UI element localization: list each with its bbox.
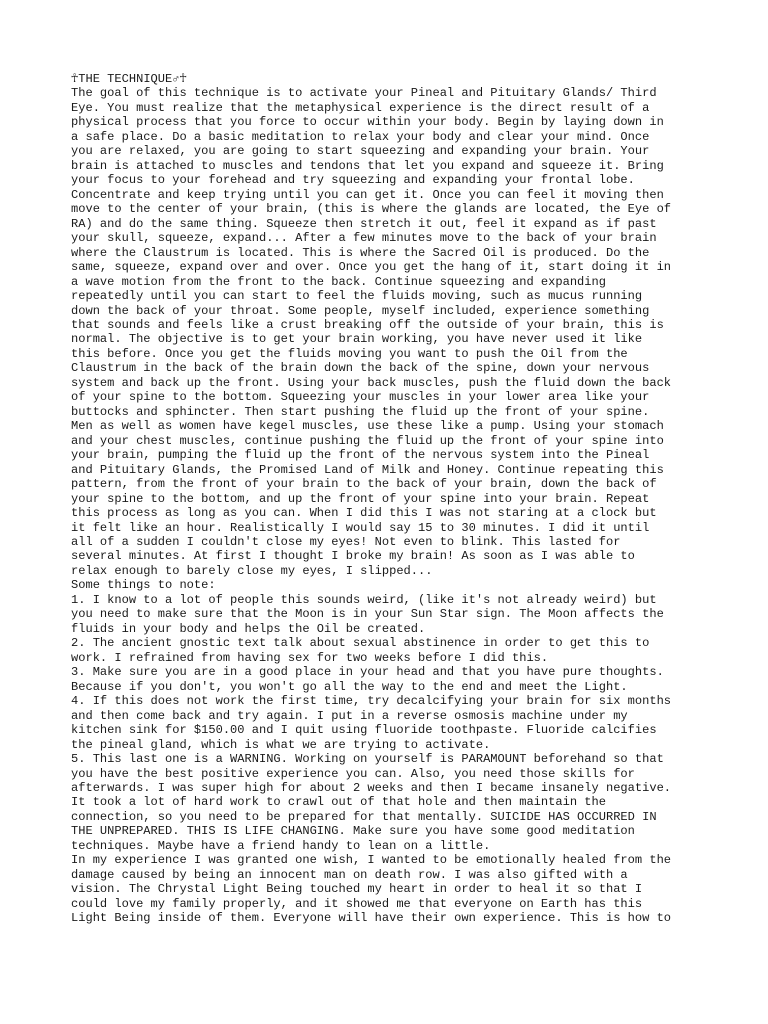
text-line: it felt like an hour. Realistically I would say 15 to 30 minutes. I did it until bbox=[71, 520, 650, 535]
text-line: 3. Make sure you are in a good place in your head and that you have pure thoughts. bbox=[71, 665, 664, 680]
text-line: a wave motion from the front to the back. Continue squeezing and expanding bbox=[71, 274, 606, 289]
text-line: pattern, from the front of your brain to the back of your brain, down the back of bbox=[71, 477, 657, 492]
text-line: Because if you don't, you won't go all the way to the end and meet the Light. bbox=[71, 679, 628, 694]
text-line: RA) and do the same thing. Squeeze then stretch it out, feel it expand as if past bbox=[71, 216, 657, 231]
text-line: all of a sudden I couldn't close my eyes! Not even to blink. This lasted for bbox=[71, 535, 621, 549]
text-line: this before. Once you get the fluids moving you want to push the Oil from the bbox=[71, 346, 628, 361]
text-line: work. I refrained from having sex for two weeks before I did this. bbox=[71, 650, 549, 665]
text-line: repeatedly until you can start to feel the fluids moving, such as mucus running bbox=[71, 289, 643, 304]
text-line: In my experience I was granted one wish, I wanted to be emotionally healed from the bbox=[71, 853, 672, 868]
text-line: afterwards. I was super high for about 2 weeks and then I became insanely negative. bbox=[71, 780, 672, 795]
text-line: where the Claustrum is located. This is where the Sacred Oil is produced. Do the bbox=[71, 245, 650, 260]
text-line: 4. If this does not work the first time, try decalcifying your brain for six months bbox=[71, 694, 672, 709]
text-line: damage caused by being an innocent man on death row. I was also gifted with a bbox=[71, 867, 628, 882]
text-line: Claustrum in the back of the brain down the back of the spine, down your nervous bbox=[71, 361, 650, 376]
text-line: this process as long as you can. When I did this I was not staring at a clock but bbox=[71, 506, 657, 521]
text-line: your spine to the bottom, and up the front of your spine into your brain. Repeat bbox=[71, 491, 650, 506]
text-line: The goal of this technique is to activate your Pineal and Pituitary Glands/ Third bbox=[71, 86, 657, 101]
text-line: Eye. You must realize that the metaphysical experience is the direct result of a bbox=[71, 100, 650, 115]
text-line: connection, so you need to be prepared for that mentally. SUICIDE HAS OCCURRED IN bbox=[71, 809, 657, 824]
text-line: same, squeeze, expand over and over. Once you get the hang of it, start doing it in bbox=[71, 260, 672, 275]
text-line: move to the center of your brain, (this is where the glands are located, the Eye of bbox=[71, 202, 672, 217]
text-line: relax enough to barely close my eyes, I slipped... bbox=[71, 563, 433, 578]
text-line: It took a lot of hard work to crawl out of that hole and then maintain the bbox=[71, 795, 606, 810]
text-line: THE UNPREPARED. THIS IS LIFE CHANGING. Make sure you have some good meditation bbox=[71, 824, 635, 839]
text-line: you need to make sure that the Moon is in your Sun Star sign. The Moon affects the bbox=[71, 607, 664, 622]
text-line: Concentrate and keep trying until you can get it. Once you can feel it moving then bbox=[71, 187, 664, 202]
text-line: techniques. Maybe have a friend handy to lean on a little. bbox=[71, 838, 491, 853]
text-line: fluids in your body and helps the Oil be created. bbox=[71, 621, 426, 636]
text-line: you have the best positive experience you can. Also, you need those skills for bbox=[71, 766, 635, 781]
text-line: a safe place. Do a basic meditation to relax your body and clear your mind. Once bbox=[71, 129, 650, 144]
text-line: and Pituitary Glands, the Promised Land of Milk and Honey. Continue repeating this bbox=[71, 462, 664, 477]
text-line: 2. The ancient gnostic text talk about sexual abstinence in order to get this to bbox=[71, 636, 650, 651]
text-line: system and back up the front. Using your back muscles, push the fluid down the back bbox=[71, 375, 672, 390]
text-line: could love my family properly, and it showed me that everyone on Earth has this bbox=[71, 896, 643, 911]
text-line: several minutes. At first I thought I broke my brain! As soon as I was able to bbox=[71, 549, 635, 564]
text-line: Light Being inside of them. Everyone will have their own experience. This is how to bbox=[71, 911, 672, 926]
text-line: Men as well as women have kegel muscles, use these like a pump. Using your stomach bbox=[71, 419, 664, 434]
section-heading: ☥THE TECHNIQUE♂☥ bbox=[71, 72, 187, 86]
text-line: your focus to your forehead and try squeezing and expanding your frontal lobe. bbox=[71, 173, 635, 188]
text-line: 1. I know to a lot of people this sounds weird, (like it's not already weird) but bbox=[71, 592, 657, 607]
text-line: vision. The Chrystal Light Being touched my heart in order to heal it so that I bbox=[71, 882, 643, 897]
document-page bbox=[71, 72, 711, 926]
text-line: down the back of your throat. Some people, myself included, experience something bbox=[71, 303, 650, 318]
text-line: kitchen sink for $150.00 and I quit using fluoride toothpaste. Fluoride calcifies bbox=[71, 723, 657, 738]
text-line: and your chest muscles, continue pushing the fluid up the front of your spine into bbox=[71, 433, 664, 448]
text-line: of your spine to the bottom. Squeezing your muscles in your lower area like your bbox=[71, 390, 650, 405]
text-line: you are relaxed, you are going to start squeezing and expanding your brain. Your bbox=[71, 144, 650, 159]
text-line: that sounds and feels like a crust breaking off the outside of your brain, this is bbox=[71, 317, 664, 332]
text-line: the pineal gland, which is what we are trying to activate. bbox=[71, 737, 491, 752]
text-line: brain is attached to muscles and tendons that let you expand and squeeze it. Bring bbox=[71, 158, 664, 173]
text-line: physical process that you force to occur within your body. Begin by laying down in bbox=[71, 115, 664, 130]
text-line: your skull, squeeze, expand... After a few minutes move to the back of your brain bbox=[71, 231, 657, 246]
text-line: and then come back and try again. I put in a reverse osmosis machine under my bbox=[71, 708, 628, 723]
text-line: 5. This last one is a WARNING. Working on yourself is PARAMOUNT beforehand so that bbox=[71, 752, 664, 767]
text-line: normal. The objective is to get your brain working, you have never used it like bbox=[71, 332, 643, 347]
text-line: buttocks and sphincter. Then start pushing the fluid up the front of your spine. bbox=[71, 404, 650, 419]
text-line: your brain, pumping the fluid up the front of the nervous system into the Pineal bbox=[71, 448, 650, 463]
text-line: Some things to note: bbox=[71, 578, 216, 593]
